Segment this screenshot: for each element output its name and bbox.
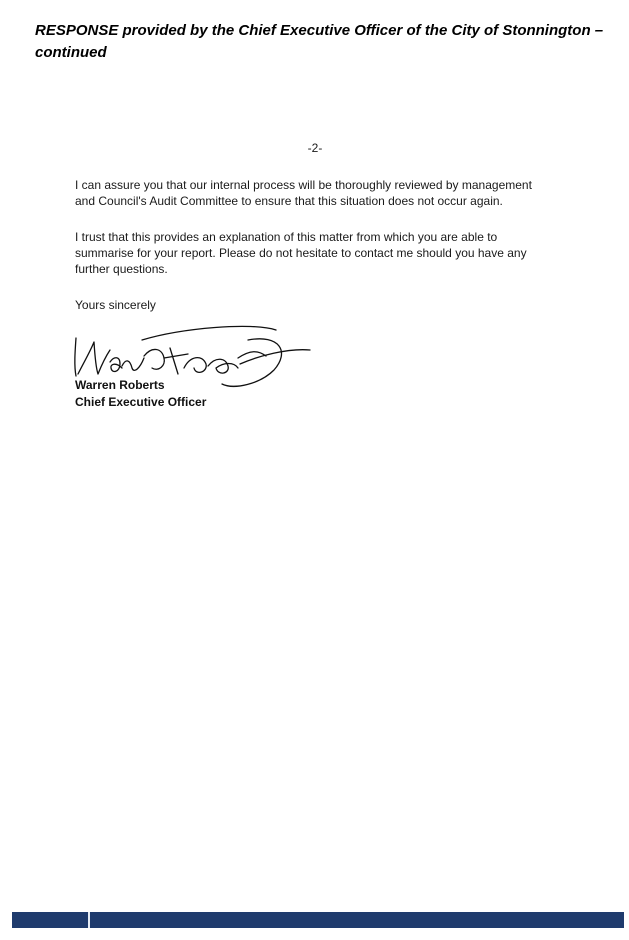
page-header-title: RESPONSE provided by the Chief Executive Officer of the City of Stonnington – continued (35, 22, 604, 61)
page-number: -2- (307, 141, 323, 155)
signatory-name: Warren Roberts (75, 378, 165, 392)
letter-closing: Yours sincerely (75, 298, 156, 312)
footer-bar (12, 912, 624, 928)
letter-paragraph: I trust that this provides an explanation of this matter from which you are able to summarise for your report. Please do not hesitate to contact me should you have any further questions. (75, 230, 527, 276)
footer-divider (88, 912, 90, 928)
signatory-title: Chief Executive Officer (75, 395, 207, 409)
letter-paragraph: I can assure you that our internal process will be thoroughly reviewed by management and Council's Audit Committee to ensure that this situation does not occur again. (75, 178, 532, 208)
letter-body (75, 140, 545, 313)
